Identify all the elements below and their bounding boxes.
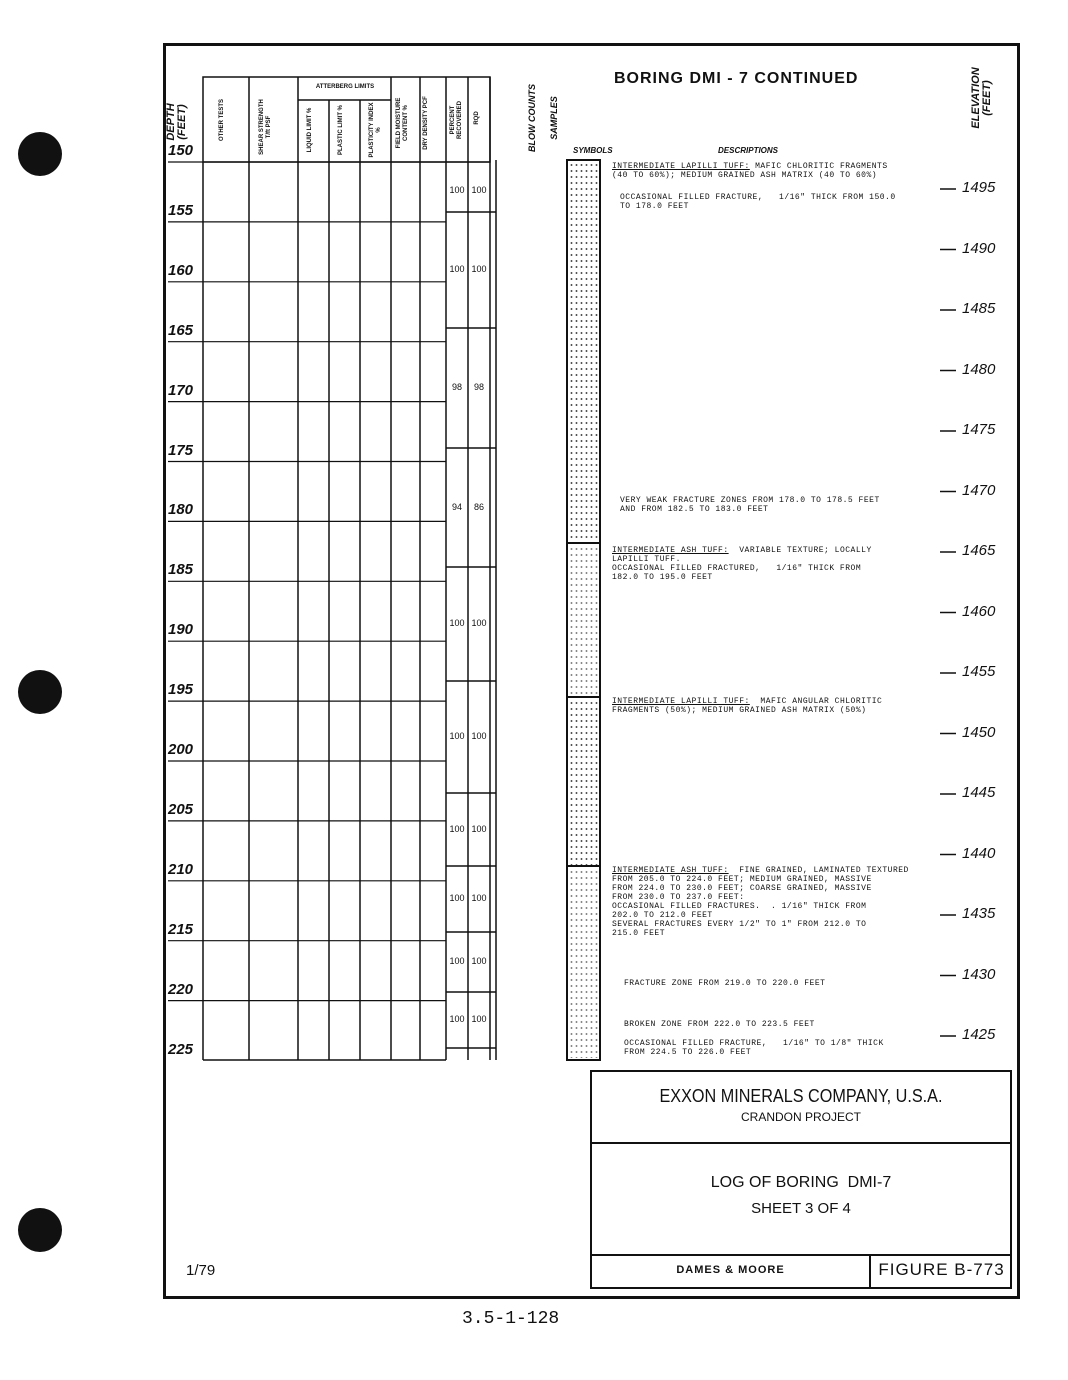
project-name: CRANDON PROJECT	[740, 1110, 861, 1124]
blow-counts-label: BLOW COUNTS	[527, 84, 537, 152]
strata-column-lapilli-2	[569, 700, 598, 865]
elevation-label-1455: 1455	[962, 663, 996, 680]
depth-label-175: 175	[168, 441, 194, 459]
col-plastic-limit: PLASTIC LIMIT %	[338, 105, 344, 155]
rqd-value: 100	[471, 264, 487, 274]
rqd-value: 86	[473, 501, 484, 512]
elevation-label-1435: 1435	[962, 905, 996, 922]
elevation-label-1450: 1450	[962, 723, 996, 741]
symbols-label: SYMBOLS	[573, 146, 613, 155]
percent-recovered-value: 100	[449, 264, 465, 274]
percent-recovered-value: 100	[449, 823, 465, 834]
rqd-value: 100	[471, 956, 487, 966]
rqd-value: 100	[471, 618, 487, 628]
depth-label: DEPTH (FEET)	[165, 103, 188, 141]
depth-label-205: 205	[168, 800, 194, 818]
samples-label: SAMPLES	[549, 96, 559, 140]
elevation-label-1425: 1425	[962, 1026, 996, 1043]
rqd-value: 100	[471, 893, 487, 903]
descriptions-label: DESCRIPTIONS	[718, 146, 779, 155]
depth-label-150: 150	[168, 142, 194, 159]
desc-fracture-224: OCCASIONAL FILLED FRACTURE, 1/16" TO 1/8" THICK FROM 224.5 TO 226.0 FEET	[624, 1039, 884, 1057]
depth-label-190: 190	[168, 621, 194, 639]
rqd-value: 98	[473, 382, 484, 392]
percent-recovered-value: 100	[449, 1014, 465, 1024]
desc-lapilli-tuff-2: INTERMEDIATE LAPILLI TUFF: MAFIC ANGULAR CHLORITIC FRAGMENTS (50%); MEDIUM GRAINED ASH MATRIX (50%)	[612, 697, 883, 715]
percent-recovered-value: 94	[451, 501, 462, 512]
col-dry-density: DRY DENSITY PCF	[423, 96, 429, 150]
log-title: LOG OF BORING DMI-7	[710, 1174, 892, 1191]
depth-label-195: 195	[168, 681, 194, 699]
figure-number: FIGURE B-773	[878, 1260, 1005, 1279]
percent-recovered-value: 100	[449, 731, 465, 741]
percent-recovered-value: 100	[449, 893, 465, 903]
elevation-label-1430: 1430	[962, 965, 996, 983]
elevation-label-1480: 1480	[962, 360, 996, 378]
page-number: 3.5-1-128	[462, 1309, 560, 1329]
col-liquid-limit: LIQUID LIMIT %	[307, 107, 313, 153]
firm-name: DAMES & MOORE	[676, 1264, 785, 1276]
elevation-label-1495: 1495	[962, 179, 996, 196]
percent-recovered-value: 100	[449, 618, 465, 628]
elevation-label: ELEVATION (FEET)	[970, 67, 993, 129]
elevation-label-1485: 1485	[962, 300, 996, 317]
rqd-value: 100	[471, 823, 487, 834]
rqd-value: 100	[471, 1014, 487, 1024]
depth-label-215: 215	[168, 920, 194, 938]
strata-column-ash-1	[569, 546, 598, 696]
desc-lapilli-tuff-1: INTERMEDIATE LAPILLI TUFF: MAFIC CHLORITIC FRAGMENTS (40 TO 60%); MEDIUM GRAINED ASH MATRIX (40 TO 60%)	[612, 162, 888, 180]
date: 1/79	[186, 1262, 216, 1279]
col-moisture: FIELD MOISTURE CONTENT %	[396, 97, 409, 149]
elevation-label-1440: 1440	[962, 844, 996, 862]
strata-column-lapilli-1	[569, 162, 598, 542]
depth-label-200: 200	[168, 741, 194, 758]
desc-fracture-zone: FRACTURE ZONE FROM 219.0 TO 220.0 FEET	[624, 979, 826, 988]
col-percent-recovered: PERCENT RECOVERED	[450, 101, 463, 140]
desc-weak-fracture: VERY WEAK FRACTURE ZONES FROM 178.0 TO 178.5 FEET AND FROM 182.5 TO 183.0 FEET	[620, 496, 880, 514]
desc-ash-tuff-2: INTERMEDIATE ASH TUFF: FINE GRAINED, LAMINATED TEXTURED FROM 205.0 TO 224.0 FEET; MEDIUM GRAINED, MASSIVE FROM 224.0 TO 230.0 FEET; COARSE GRAINED, MASSIVE FROM 230.0 TO 237.0 FEET: OCCASIONAL FILLED FRACTURES. . 1/16" THICK FROM 202.0 TO 212.0 FEET SEVERAL FRACTURES EVERY 1/2" TO 1" FROM 212.0 TO 215.0 FEET	[612, 866, 909, 938]
elevation-label-1445: 1445	[962, 784, 996, 801]
depth-label-185: 185	[168, 561, 194, 579]
col-other-tests: OTHER TESTS	[219, 99, 225, 142]
depth-label-155: 155	[168, 201, 194, 219]
col-rqd: RQD	[474, 111, 480, 125]
col-plasticity-index: PLASTICITY INDEX %	[369, 102, 382, 158]
depth-label-170: 170	[168, 381, 194, 399]
rqd-value: 100	[471, 731, 487, 741]
depth-label-160: 160	[168, 261, 194, 279]
title-block	[590, 1070, 1012, 1289]
company-name: EXXON MINERALS COMPANY, U.S.A.	[659, 1086, 943, 1106]
depth-label-225: 225	[168, 1040, 194, 1058]
elevation-label-1490: 1490	[962, 239, 996, 257]
depth-label-180: 180	[168, 501, 194, 519]
col-atterberg: ATTERBERG LIMITS	[315, 84, 375, 90]
percent-recovered-value: 98	[451, 382, 462, 392]
sheet-number: SHEET 3 OF 4	[751, 1200, 851, 1217]
boring-title: BORING DMI - 7 CONTINUED	[614, 70, 859, 87]
col-shear-strength: SHEAR STRENGTH T/ft PSF	[259, 99, 272, 155]
depth-label-165: 165	[168, 321, 194, 339]
elevation-label-1460: 1460	[962, 602, 996, 620]
rqd-value: 100	[471, 185, 487, 195]
desc-broken-zone: BROKEN ZONE FROM 222.0 TO 223.5 FEET	[624, 1020, 815, 1029]
elevation-label-1470: 1470	[962, 481, 996, 499]
percent-recovered-value: 100	[449, 956, 465, 966]
elevation-label-1475: 1475	[962, 421, 996, 438]
depth-label-220: 220	[168, 980, 194, 998]
depth-label-210: 210	[168, 860, 194, 878]
percent-recovered-value: 100	[449, 185, 465, 195]
desc-fracture-150: OCCASIONAL FILLED FRACTURE, 1/16" THICK FROM 150.0 TO 178.0 FEET	[620, 193, 896, 211]
desc-ash-tuff-1: INTERMEDIATE ASH TUFF: VARIABLE TEXTURE; LOCALLY LAPILLI TUFF. OCCASIONAL FILLED FRACTURED, 1/16" THICK FROM 182.0 TO 195.0 FEET	[612, 546, 872, 582]
elevation-label-1465: 1465	[962, 542, 996, 559]
strata-column-ash-2	[569, 869, 598, 1058]
